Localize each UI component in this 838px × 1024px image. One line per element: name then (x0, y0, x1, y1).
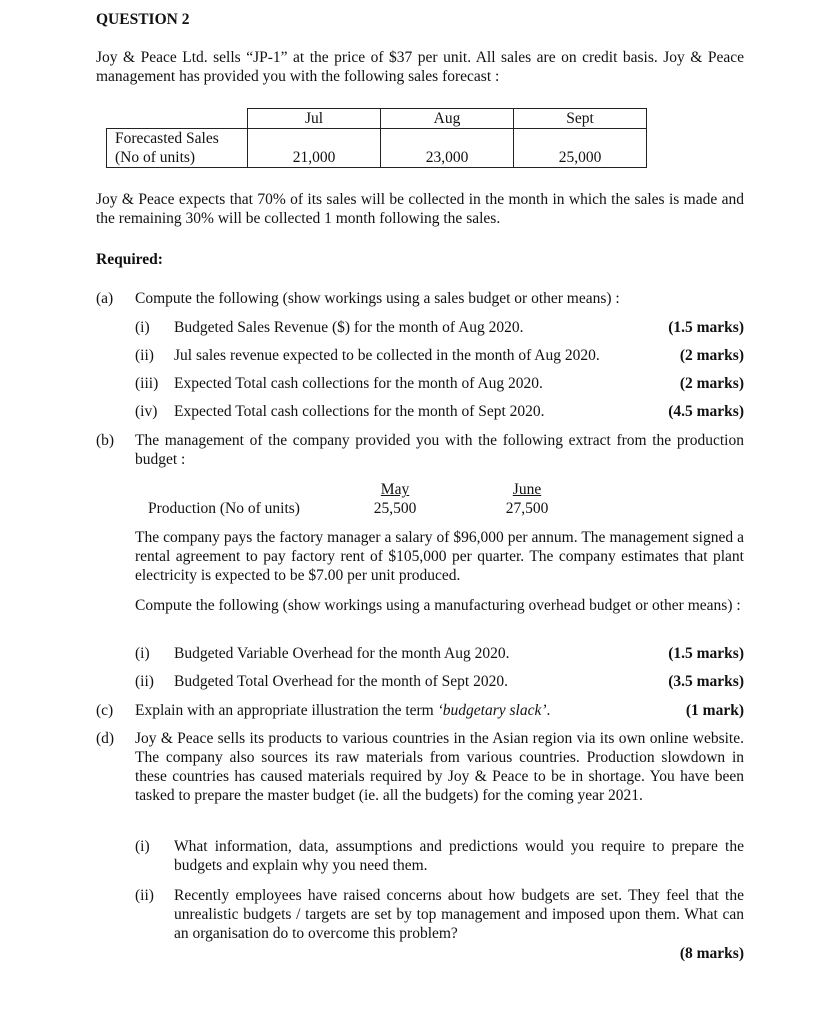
part-b-item-marks: (3.5 marks) (668, 673, 744, 690)
part-b-text: The management of the company provided you with the following extract from the production budget : (135, 432, 744, 468)
part-a-item-marks: (2 marks) (679, 347, 744, 364)
production-may-header: May (380, 481, 410, 498)
table-header-sept: Sept (514, 109, 647, 129)
part-b-label: (b) (96, 432, 115, 449)
part-c-label: (c) (96, 702, 114, 719)
part-d-item-num: (i) (135, 838, 150, 855)
table-value-sept: 25,000 (514, 129, 647, 168)
part-a-item-marks: (4.5 marks) (668, 403, 744, 420)
part-c-text-before: Explain with an appropriate illustration the term (135, 702, 438, 719)
table-row-label (107, 129, 248, 168)
part-a-item-num: (ii) (135, 347, 154, 364)
part-d-marks: (8 marks) (679, 945, 744, 962)
part-d-label: (d) (96, 730, 115, 747)
part-c-text (135, 701, 550, 720)
part-a-item-text: Expected Total cash collections for the month of Sept 2020. (174, 403, 545, 420)
intro-paragraph: Joy & Peace Ltd. sells “JP-1” at the price of $37 per unit. All sales are on credit basis. Joy & Peace management has provided you with the following sales forecast : (96, 49, 744, 85)
collection-paragraph: Joy & Peace expects that 70% of its sales will be collected in the month in which the sales is made and the remaining 30% will be collected 1 month following the sales. (96, 191, 744, 227)
table-value-aug: 23,000 (381, 129, 514, 168)
production-label: Production (No of units) (148, 500, 300, 517)
table-corner-cell (107, 109, 248, 129)
production-june-value: 27,500 (505, 500, 549, 517)
part-c-marks: (1 mark) (685, 702, 744, 719)
required-label: Required: (96, 251, 163, 268)
production-may-value: 25,500 (373, 500, 417, 517)
part-b-costs-text: The company pays the factory manager a salary of $96,000 per annum. The management signed a rental agreement to pay factory rent of $105,000 per quarter. The company estimates that plant electricity is expected to be $7.00 per unit produced. (135, 529, 744, 584)
table-header-aug: Aug (381, 109, 514, 129)
part-a-item-num: (iv) (135, 403, 158, 420)
row-label-line2: (No of units) (115, 149, 196, 166)
part-d-text: Joy & Peace sells its products to various countries in the Asian region via its own online website. The company also sources its raw materials from various countries. Production slowdown in these countries has caused materials required by Joy & Peace to be in shortage. You have been tasked to prepare the master budget (ie. all the budgets) for the coming year 2021. (135, 730, 744, 804)
part-b-item-num: (ii) (135, 673, 154, 690)
table-header-jul: Jul (248, 109, 381, 129)
production-june-header: June (512, 481, 542, 498)
row-label-line1: Forecasted Sales (115, 130, 219, 147)
part-b-item-marks: (1.5 marks) (668, 645, 744, 662)
part-a-item-num: (i) (135, 319, 150, 336)
part-b-item-text: Budgeted Variable Overhead for the month Aug 2020. (174, 645, 510, 662)
part-b-item-num: (i) (135, 645, 150, 662)
part-d-item-text: Recently employees have raised concerns about how budgets are set. They feel that the unrealistic budgets / targets are set by top management and imposed upon them. What can an organisation do to overcome this problem? (174, 887, 744, 942)
part-b-compute-text: Compute the following (show workings using a manufacturing overhead budget or other means) : (135, 597, 741, 614)
budgetary-slack-term: ‘budgetary slack’ (437, 702, 547, 719)
part-d-item-num: (ii) (135, 887, 154, 904)
question-title: QUESTION 2 (96, 11, 190, 28)
part-b-item-text: Budgeted Total Overhead for the month of Sept 2020. (174, 673, 508, 690)
part-a-label: (a) (96, 290, 114, 307)
part-c-text-after: . (546, 702, 551, 719)
part-d-item-text: What information, data, assumptions and predictions would you require to prepare the budgets and explain why you need them. (174, 838, 744, 874)
part-a-item-marks: (2 marks) (679, 375, 744, 392)
part-a-text: Compute the following (show workings using a sales budget or other means) : (135, 290, 620, 307)
part-a-item-text: Expected Total cash collections for the month of Aug 2020. (174, 375, 543, 392)
table-value-jul: 21,000 (248, 129, 381, 168)
sales-forecast-table (106, 108, 647, 168)
part-a-item-marks: (1.5 marks) (668, 319, 744, 336)
part-a-item-text: Jul sales revenue expected to be collected in the month of Aug 2020. (174, 347, 600, 364)
part-a-item-num: (iii) (135, 375, 159, 392)
part-a-item-text: Budgeted Sales Revenue ($) for the month of Aug 2020. (174, 319, 524, 336)
